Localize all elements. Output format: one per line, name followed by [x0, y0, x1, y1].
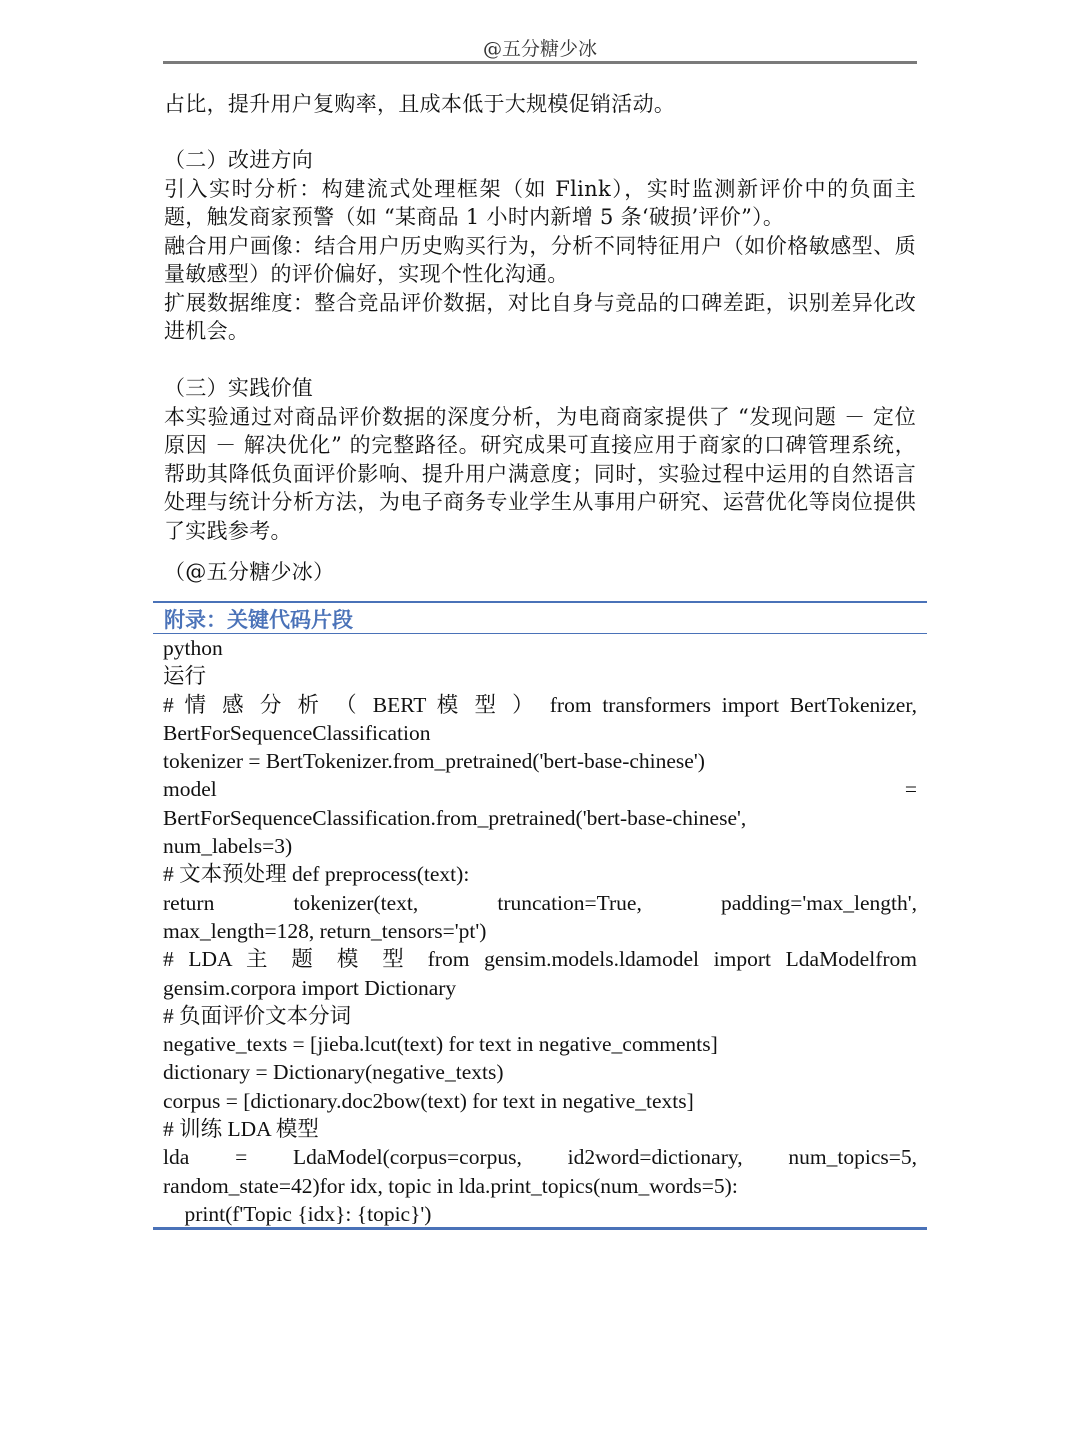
paragraph-practice-value: 本实验通过对商品评价数据的深度分析，为电商商家提供了 “发现问题 － 定位原因 － 解决优化” 的完整路径。研究成果可直接应用于商家的口碑管理系统，帮助其降低负面评价影响、提升用户满意度；同时，实验过程中运用的自然语言处理与统计分析方法，为电子商务专业学生从事用户研究、运营优化等岗位提供了实践参考。 [164, 404, 916, 543]
code-line: lda = LdaModel(corpus=corpus, id2word=dictionary, num_topics=5, [163, 1145, 917, 1170]
code-line: BertForSequenceClassification [163, 720, 431, 745]
section-practice-title: （三）实践价值 [164, 376, 314, 400]
intro-paragraph [164, 90, 916, 119]
appendix-bottom-rule [153, 1227, 927, 1230]
code-line: # 训练 LDA 模型 [163, 1117, 319, 1142]
appendix-title: 附录：关键代码片段 [164, 607, 353, 632]
section-improvement-title: （二）改进方向 [164, 148, 314, 172]
code-line: return tokenizer(text, truncation=True, padding='max_length', [163, 890, 917, 915]
paragraph-data-dimension: 扩展数据维度：整合竞品评价数据，对比自身与竞品的口碑差距，识别差异化改进机会。 [164, 290, 916, 343]
code-line: BertForSequenceClassification.from_pretrained('bert-base-chinese', [163, 805, 747, 830]
header-watermark: @五分糖少冰 [482, 38, 597, 60]
code-line: # LDA 主 题 模 型 from gensim.models.ldamodel import LdaModelfrom [163, 947, 917, 972]
section-improvement [164, 146, 916, 346]
signature-block [164, 558, 916, 587]
code-line: dictionary = Dictionary(negative_texts) [163, 1060, 504, 1085]
code-line: gensim.corpora import Dictionary [163, 975, 457, 1000]
intro-line: 占比，提升用户复购率，且成本低于大规模促销活动。 [164, 92, 676, 116]
code-line: # 文本预处理 def preprocess(text): [163, 862, 470, 887]
code-line: model = [163, 777, 917, 802]
appendix-title-bar [153, 601, 927, 634]
code-line: corpus = [dictionary.doc2bow(text) for text in negative_texts] [163, 1088, 694, 1113]
code-snippet [163, 634, 917, 1228]
paragraph-realtime: 引入实时分析：构建流式处理框架（如 Flink），实时监测新评价中的负面主题，触发商家预警（如 “某商品 1 小时内新增 5 条‘破损’评价”）。 [164, 176, 916, 229]
code-line: # 负面评价文本分词 [163, 1003, 352, 1028]
header-divider [163, 61, 917, 64]
signature: （@五分糖少冰） [164, 560, 335, 584]
code-line: max_length=128, return_tensors='pt') [163, 918, 487, 943]
code-line: # 情 感 分 析 （ BERT 模 型 ） from transformers import BertTokenizer, [163, 692, 917, 717]
code-line: negative_texts = [jieba.lcut(text) for text in negative_comments] [163, 1032, 718, 1057]
paragraph-user-profile: 融合用户画像：结合用户历史购买行为，分析不同特征用户（如价格敏感型、质量敏感型）的评价偏好，实现个性化沟通。 [164, 233, 916, 286]
code-line: print(f'Topic {idx}: {topic}') [163, 1201, 432, 1226]
code-line: 运行 [163, 664, 207, 689]
code-line: python [163, 636, 223, 660]
code-line: random_state=42)for idx, topic in lda.print_topics(num_words=5): [163, 1173, 738, 1198]
code-line: tokenizer = BertTokenizer.from_pretrained('bert-base-chinese') [163, 749, 705, 774]
code-line: num_labels=3) [163, 834, 293, 859]
section-practice-value [164, 374, 916, 545]
